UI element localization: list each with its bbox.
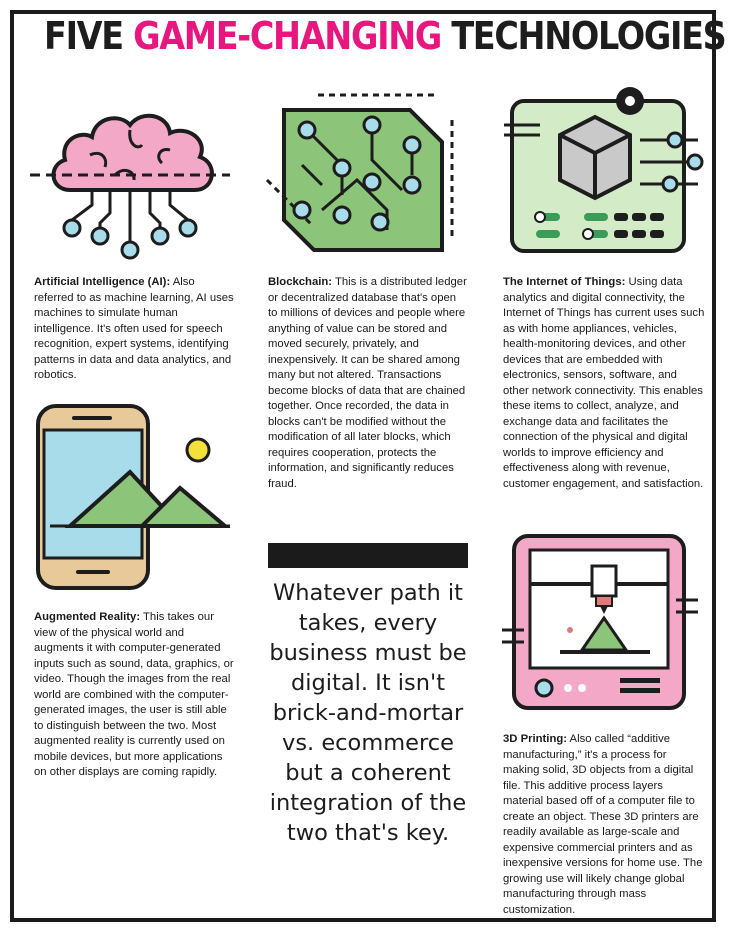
3d-printing-paragraph [503,732,705,918]
3d-printer-icon [500,530,705,715]
ai-heading: Artificial Intelligence (AI): [34,276,171,288]
blockchain-heading: Blockchain: [268,276,333,288]
3d-printing-heading: 3D Printing: [503,733,568,745]
page-title [44,14,726,58]
iot-cube-panel-icon [500,85,705,265]
iot-text: Using data analytics and digital connectivity, the Internet of Things has current uses such as with home appliances, vehicles, health-monitoring devices, and other devices that are embedded with electronics, sensors, software, and other network connectivity. This enables these items to collect, analyze, and exchange data and facilitates the connection of the physical and digital worlds to improve efficiency and effectiveness along with revenue, customer engagement, and satisfaction. [503,276,705,490]
ai-paragraph [34,275,234,384]
pull-quote: Whatever path it takes, every business must be digital. It isn't brick-and-mortar vs. ecommerce but a coherent integration of the two that's key. [269,580,467,846]
title-part-five: FIVE [44,14,123,58]
blockchain-text: This is a distributed ledger or decentralized database that's open to millions of devices and people where anything of value can be stored and moved securely, privately, and inexpensively. It can be shared among many but not altered. Transactions become blocks of data that are chained together. Once recorded, the data in blocks can't be modified without the modification of all later blocks, which requires cooperation, protects the information, and significantly reduces fraud. [268,276,467,490]
brain-circuit-icon [30,95,240,265]
iot-heading: The Internet of Things: [503,276,626,288]
ai-text: Also referred to as machine learning, AI uses machines to simulate human intelligence. It's often used for speech recognition, expert systems, identifying patterns in data and data analytics, and robotics. [34,276,234,381]
quote-bar [268,543,468,568]
ar-text: This takes our view of the physical world and augments it with computer-generated inputs such as sound, data, graphics, or video. Though the images from the real world are combined with the computer-generated images, the user is still able to distinguish between the two. Most augmented reality is currently used on mobile devices, but more applications on other displays are coming rapidly. [34,611,234,778]
3d-printing-text: Also called “additive manufacturing,” it's a process for making solid, 3D objects from a digital file. This additive process layers material based off of a computer file to create an object. These 3D printers are readily available as large-scale and expensive commercial printers and as inexpensive versions for home use. The growing use will likely change global manufacturing through mass customization. [503,733,703,916]
iot-paragraph [503,275,705,492]
ar-paragraph [34,610,234,781]
title-part-game-changing: GAME-CHANGING [133,14,441,58]
circuit-board-icon [262,90,462,265]
title-part-technologies: TECHNOLOGIES [451,14,726,58]
phone-mountain-icon [30,402,235,592]
ar-heading: Augmented Reality: [34,611,141,623]
blockchain-paragraph [268,275,468,492]
